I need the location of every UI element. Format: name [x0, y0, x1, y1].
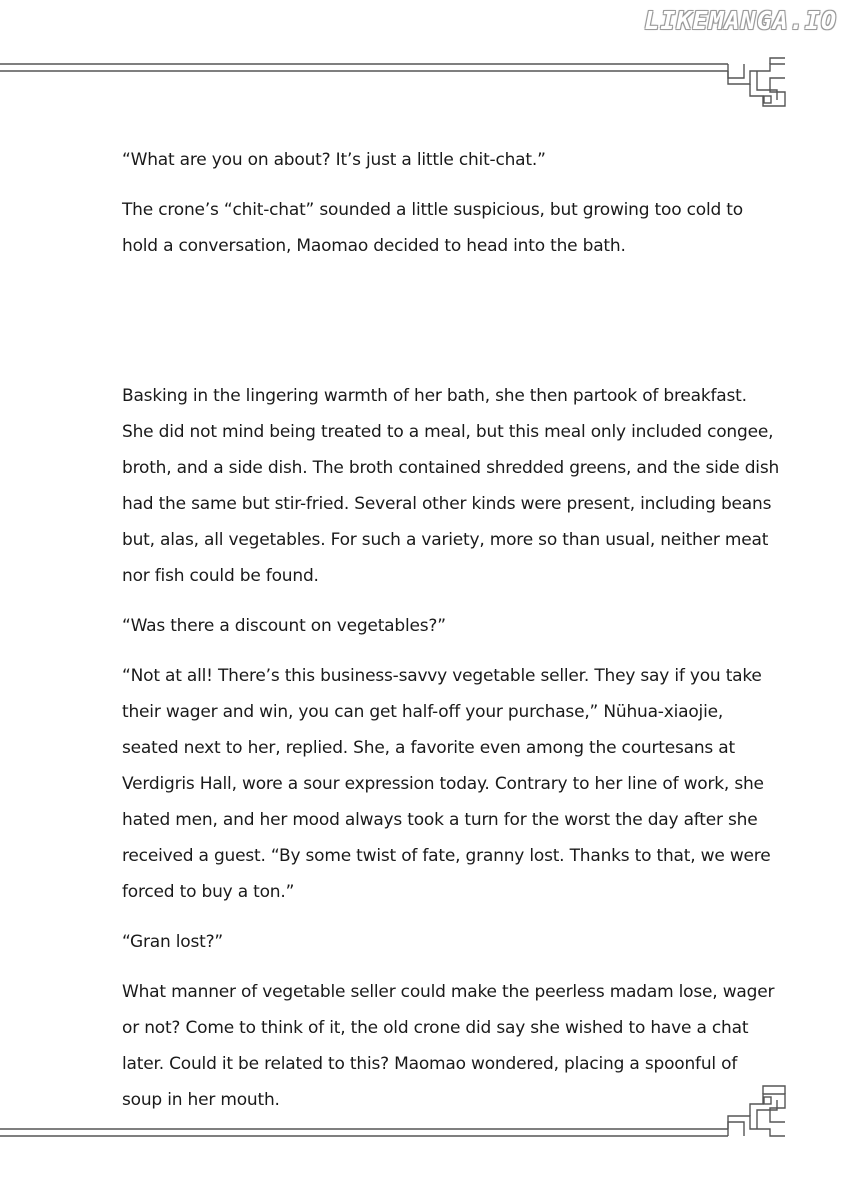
paragraph: “What are you on about? It’s just a little chit-chat.”: [122, 150, 546, 170]
paragraph: The crone’s “chit-chat” sounded a little suspicious, but growing too cold to hold a conversation, Maomao decided to head into the bath.: [122, 200, 743, 256]
paragraph: What manner of vegetable seller could make the peerless madam lose, wager or not? Come to think of it, the old crone did say she wished to have a chat later. Could it be related to this? Maomao wondered, placing a spoonful of soup in her mouth.: [122, 982, 775, 1110]
watermark: LIKEMANGA.IO: [644, 6, 837, 35]
paragraph: “Gran lost?”: [122, 932, 224, 952]
passage-section-1: [122, 142, 782, 278]
paragraph: “Was there a discount on vegetables?”: [122, 616, 446, 636]
top-ornamental-border: [0, 56, 800, 120]
paragraph: “Not at all! There’s this business-savvy vegetable seller. They say if you take their wager and win, you can get half-off your purchase,” Nühua-xiaojie, seated next to her, replied. She, a favorite even among the courtesans at Verdigris Hall, wore a sour expression today. Contrary to her line of work, she hated men, and her mood always took a turn for the worst the day after she received a guest. “By some twist of fate, granny lost. Thanks to that, we were forced to buy a ton.”: [122, 666, 771, 902]
passage-section-2: [122, 378, 782, 1132]
bottom-ornamental-border: [0, 1084, 800, 1144]
paragraph: Basking in the lingering warmth of her bath, she then partook of breakfast. She did not mind being treated to a meal, but this meal only included congee, broth, and a side dish. The broth contained shredded greens, and the side dish had the same but stir-fried. Several other kinds were present, including beans but, alas, all vegetables. For such a variety, more so than usual, neither meat nor fish could be found.: [122, 386, 780, 586]
